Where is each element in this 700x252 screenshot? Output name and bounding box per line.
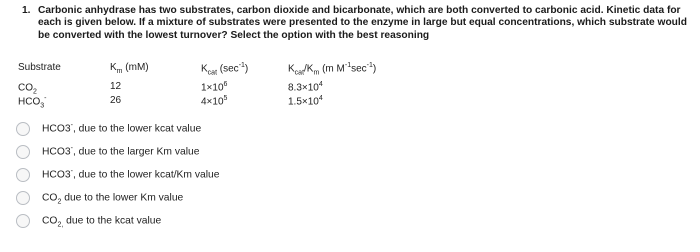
row-kcat: $4\times 10^5$	[201, 95, 228, 108]
row-substrate: $HCO_3^-$	[18, 95, 47, 110]
row-km: 26	[110, 95, 122, 106]
row-km: 12	[110, 81, 122, 92]
option-label: HCO3-, due to the larger Km value	[42, 145, 200, 158]
header-km: $K_m$ (mM)	[110, 62, 149, 75]
header-kcat-km: $K_{cat}/K_m$ (m $M^{-1}\sec^{-1}$)	[288, 62, 377, 77]
question	[22, 5, 694, 42]
radio-button[interactable]	[16, 168, 30, 182]
question-text: Carbonic anhydrase has two substrates, carbon dioxide and bicarbonate, which are both converted to carbonic acid. Kinetic data for each is given below. If a mixture of substrates were presented to the enzyme in large but equal concentrations, which substrate would be converted with the lowest turnover? Select the option with the best reasoning	[38, 5, 687, 41]
row-kcat-km: $1.5\times 10^4$	[288, 95, 323, 108]
radio-button[interactable]	[16, 145, 30, 159]
option-co2-lower-km[interactable]	[16, 190, 316, 210]
option-hco3-lower-kcat[interactable]	[16, 121, 316, 141]
option-hco3-larger-km[interactable]	[16, 144, 316, 164]
option-co2-kcat[interactable]	[16, 213, 316, 233]
question-number: 1.	[22, 5, 31, 16]
option-label: $CO_2$ due to the lower Km value	[42, 192, 184, 206]
row-kcat: $1\times 10^6$	[201, 81, 228, 94]
option-label: HCO3-, due to the lower kcat/Km value	[42, 168, 220, 181]
radio-button[interactable]	[16, 214, 30, 228]
header-kcat: $K_{cat}$ $(\sec^{-1})$	[201, 62, 249, 77]
header-substrate: Substrate	[18, 62, 61, 73]
option-label: $CO_{2,}$ due to the kcat value	[42, 215, 162, 229]
radio-button[interactable]	[16, 122, 30, 136]
option-label: HCO3-, due to the lower kcat value	[42, 122, 202, 135]
option-hco3-lower-kcat-km[interactable]	[16, 167, 316, 187]
row-kcat-km: $8.3\times 10^4$	[288, 81, 323, 94]
row-substrate: $CO_2$	[18, 82, 37, 96]
radio-button[interactable]	[16, 191, 30, 205]
